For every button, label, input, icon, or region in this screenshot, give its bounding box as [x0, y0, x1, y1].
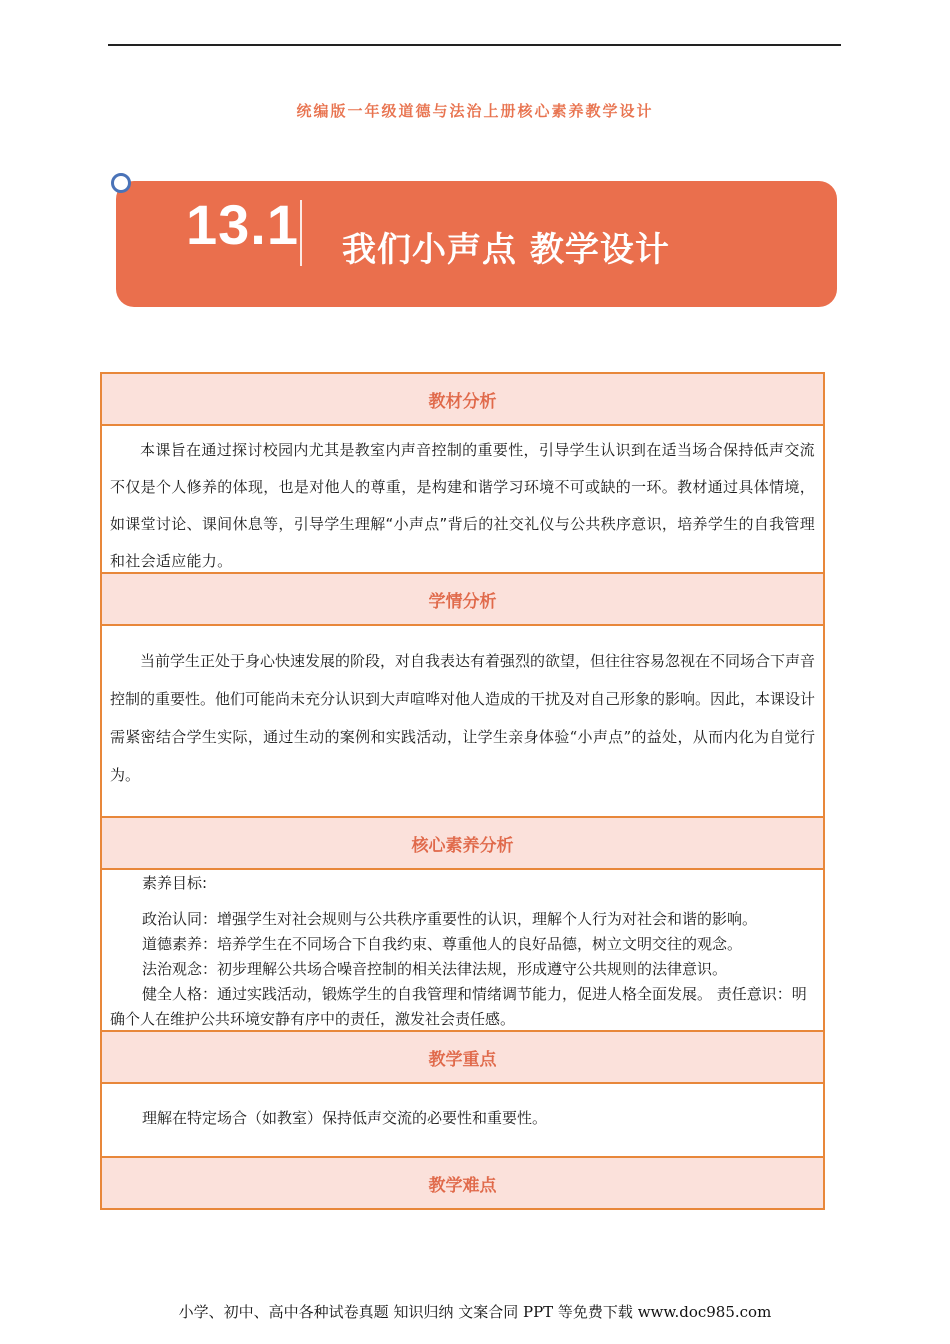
students-body — [102, 626, 823, 818]
running-title: 统编版一年级道德与法治上册核心素养教学设计 — [296, 102, 654, 120]
literacy-intro: 素养目标: — [142, 874, 208, 892]
circle-bullet-icon — [111, 173, 131, 193]
footer-download-note: 小学、初中、高中各种试卷真题 知识归纳 文案合同 PPT 等免费下载 www.doc985.com — [178, 1303, 772, 1321]
key-points-body — [102, 1084, 823, 1158]
materials-text: 本课旨在通过探讨校园内尤其是教室内声音控制的重要性，引导学生认识到在适当场合保持低声交流不仅是个人修养的体现，也是对他人的尊重，是构建和谐学习环境不可或缺的一环。教材通过具体情境，如课堂讨论、课间休息等，引导学生理解“小声点”背后的社交礼仪与公共秩序意识，培养学生的自我管理和社会适应能力。 — [110, 441, 815, 570]
key-points-heading: 教学重点 — [102, 1032, 823, 1084]
literacy-heading: 核心素养分析 — [102, 818, 823, 870]
students-heading: 学情分析 — [102, 574, 823, 626]
header-rule — [108, 44, 841, 46]
literacy-body — [102, 870, 823, 1032]
lesson-plan-table — [100, 372, 825, 1210]
literacy-item-political: 政治认同：增强学生对社会规则与公共秩序重要性的认识，理解个人行为对社会和谐的影响。 — [142, 910, 758, 928]
banner-divider — [300, 200, 302, 266]
materials-body — [102, 426, 823, 574]
lesson-number: 13.1 — [186, 193, 299, 256]
key-points-text: 理解在特定场合（如教室）保持低声交流的必要性和重要性。 — [142, 1109, 548, 1127]
difficulties-heading: 教学难点 — [102, 1158, 823, 1208]
literacy-item-personality: 健全人格：通过实践活动，锻炼学生的自我管理和情绪调节能力，促进人格全面发展。 责任意识：明确个人在维护公共环境安静有序中的责任，激发社会责任感。 — [110, 985, 807, 1028]
literacy-item-legal: 法治观念：初步理解公共场合噪音控制的相关法律法规，形成遵守公共规则的法律意识。 — [142, 960, 728, 978]
lesson-title: 我们小声点 教学设计 — [342, 230, 670, 270]
materials-heading: 教材分析 — [102, 374, 823, 426]
literacy-item-moral: 道德素养：培养学生在不同场合下自我约束、尊重他人的良好品德，树立文明交往的观念。 — [142, 935, 743, 953]
students-text: 当前学生正处于身心快速发展的阶段，对自我表达有着强烈的欲望，但往往容易忽视在不同场合下声音控制的重要性。他们可能尚未充分认识到大声喧哗对他人造成的干扰及对自己形象的影响。因此，本课设计需紧密结合学生实际，通过生动的案例和实践活动，让学生亲身体验“小声点”的益处，从而内化为自觉行为。 — [110, 652, 816, 784]
